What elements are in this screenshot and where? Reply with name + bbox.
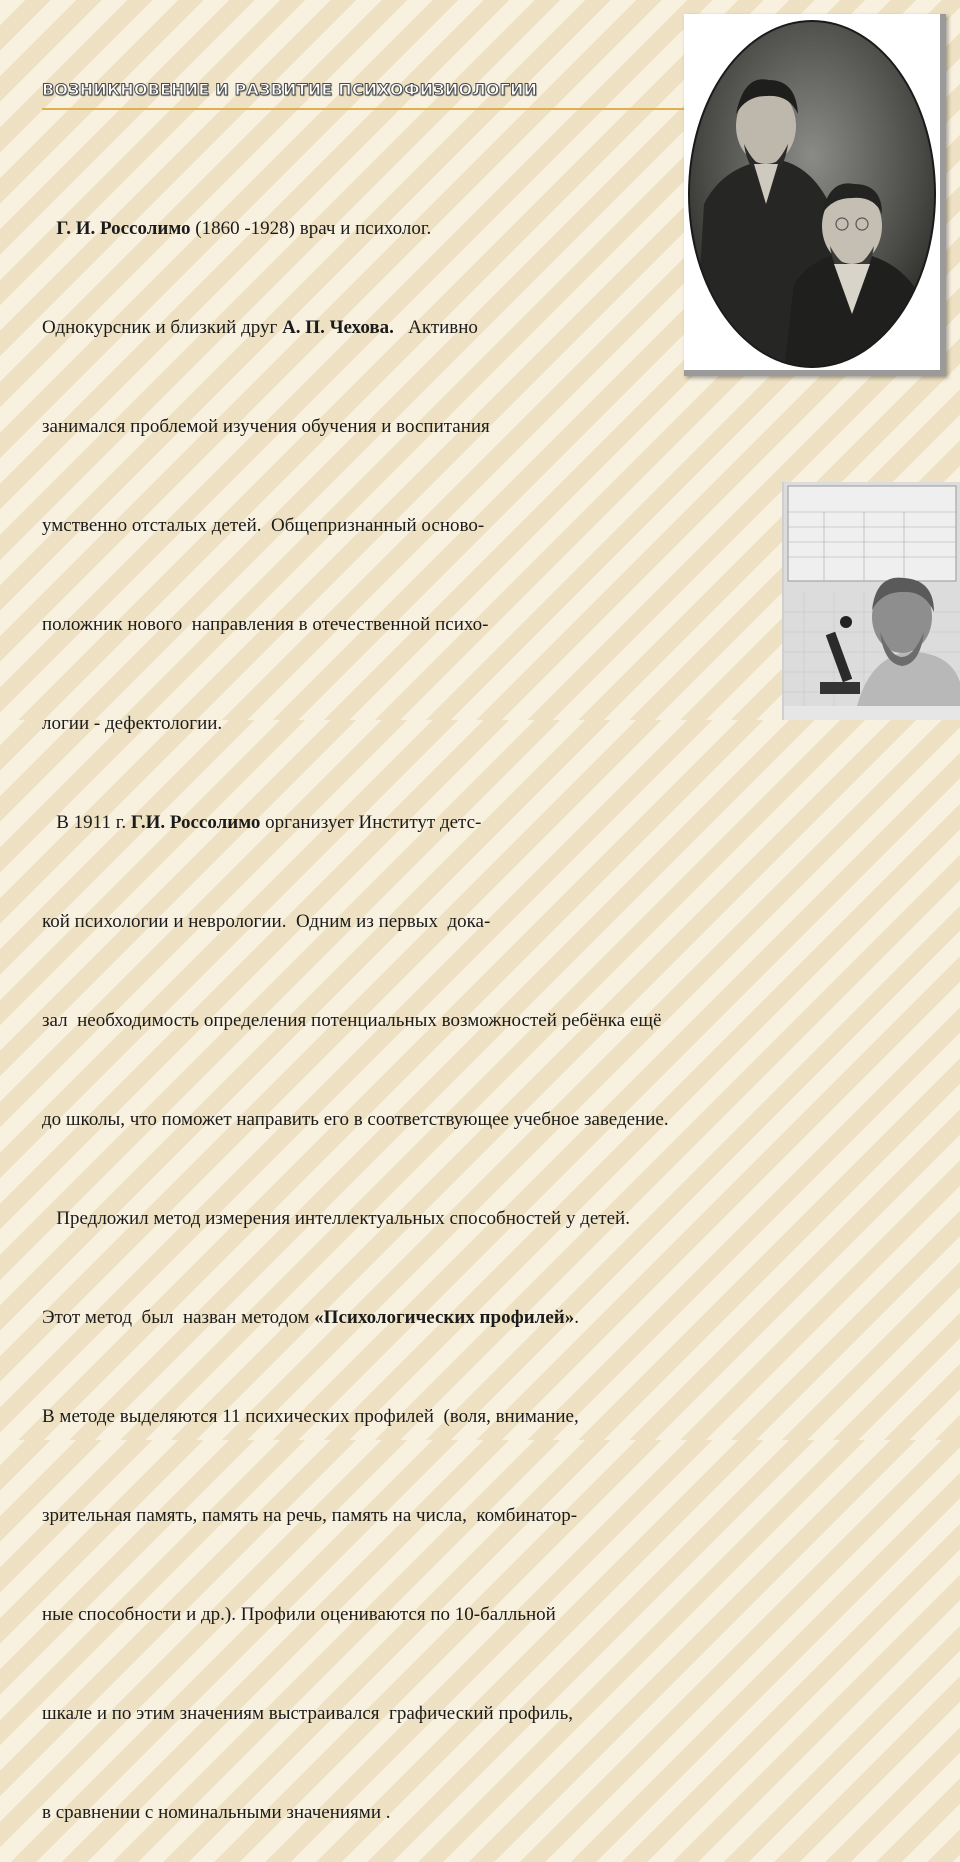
text-line: до школы, что поможет направить его в соответствующее учебное заведение. (42, 1109, 669, 1130)
text-line (42, 1202, 802, 1235)
years-text: (1860 -1928) врач и психолог. (190, 218, 432, 239)
text-line: занимался проблемой изучения обучения и воспитания (42, 416, 490, 437)
text-line: зал необходимость определения потенциальных возможностей ребёнка ещё (42, 1010, 662, 1031)
method-name: «Психологических профилей» (314, 1307, 575, 1328)
text-line: ные способности и др.). Профили оцениваются по 10-балльной (42, 1604, 556, 1625)
slide-body (42, 146, 802, 1862)
rossolimo-name-2: Г.И. Россолимо (130, 812, 261, 833)
text-line: положник нового направления в отечественной психо- (42, 614, 489, 635)
text-line (42, 806, 802, 839)
text-span: Активно (393, 317, 478, 338)
text-line: В методе выделяются 11 психических профилей (воля, внимание, (42, 1406, 579, 1427)
text-line: логии - дефектологии. (42, 713, 223, 734)
portrait-photo (684, 14, 946, 376)
text-span: организует Институт детс- (260, 812, 482, 833)
text-line: шкале и по этим значениям выстраивался графический профиль, (42, 1703, 573, 1724)
text-span: В 1911 г. (56, 812, 131, 833)
chekhov-name: А. П. Чехова. (282, 317, 394, 338)
text-span: . (574, 1307, 579, 1328)
text-line (42, 1301, 802, 1334)
text-line: умственно отсталых детей. Общепризнанный осново- (42, 515, 485, 536)
title-underline (42, 108, 687, 110)
rossolimo-name: Г. И. Россолимо (56, 218, 191, 239)
text-line: зрительная память, память на речь, память на числа, комбинатор- (42, 1505, 578, 1526)
microscope-photo (782, 482, 960, 720)
text-line: в сравнении с номинальными значениями . (42, 1802, 391, 1823)
microscope-image (784, 482, 960, 720)
text-line: кой психологии и неврологии. Одним из первых дока- (42, 911, 491, 932)
portrait-image (684, 14, 940, 370)
slide-title: ВОЗНИКНОВЕНИЕ И РАЗВИТИЕ ПСИХОФИЗИОЛОГИИ (42, 80, 538, 99)
text-span: Предложил метод измерения интеллектуальных способностей у детей. (56, 1208, 630, 1229)
text-span: Однокурсник и близкий друг (42, 317, 283, 338)
text-span: Этот метод был назван методом (42, 1307, 315, 1328)
